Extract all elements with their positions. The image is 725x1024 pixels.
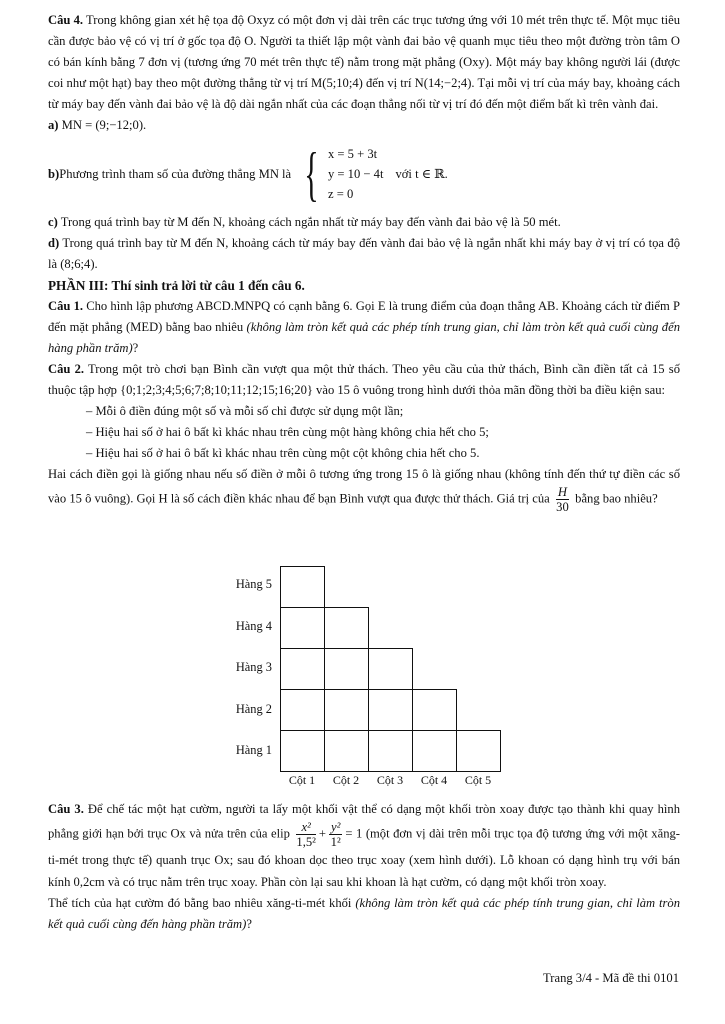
row-label-2: Hàng 2 — [235, 702, 272, 716]
grid-cell — [368, 730, 413, 772]
item-d-text: Trong quá trình bay từ M đến N, khoảng cách từ máy bay đến vành đai bảo vệ là ngắn nhất khi máy bay ở vị trí có tọa độ là (8;6;4). — [48, 236, 680, 271]
eq-y: y = 10 − 4t — [327, 167, 384, 181]
item-b-text: Phương trình tham số của đường thẳng MN là — [59, 166, 292, 181]
condition-3: – Hiệu hai số ở hai ô bất kì khác nhau trên cùng một cột không chia hết cho 5. — [86, 446, 480, 460]
page-footer: Trang 3/4 - Mã đề thi 0101 — [543, 971, 679, 985]
parametric-system — [328, 144, 384, 204]
row-label-1: Hàng 1 — [235, 743, 272, 757]
eq-x: x = 5 + 3t — [327, 147, 378, 161]
question-1 — [48, 296, 680, 359]
grid-cell — [324, 730, 369, 772]
ellipse-term-y — [329, 820, 342, 849]
fraction-denominator: 30 — [556, 500, 569, 514]
column-label-3: Cột 3 — [376, 773, 404, 787]
question-1-label: Câu 1. — [48, 299, 84, 313]
question-2-continued — [48, 464, 680, 514]
item-d-label: d) — [48, 236, 60, 250]
ellipse-rhs: = 1 — [345, 826, 363, 841]
row-label-4: Hàng 4 — [235, 619, 272, 633]
grid-cell — [280, 730, 325, 772]
question-4-item-b — [48, 138, 680, 210]
condition-1: – Mỗi ô điền đúng một số và mỗi số chỉ được sử dụng một lần; — [86, 404, 404, 418]
fraction-h-over-30 — [556, 485, 569, 514]
grid-cell — [368, 689, 413, 731]
column-label-1: Cột 1 — [288, 773, 316, 787]
question-1-text: Cho hình lập phương ABCD.MNPQ có cạnh bằng 6. Gọi E là trung điểm của đoạn thẳng AB. Khoảng cách từ điểm P đến mặt phẳng (MED) bằng bao nhiêu — [48, 299, 680, 334]
item-c-label: c) — [48, 215, 58, 229]
eq-z: z = 0 — [327, 187, 354, 201]
grid-cell — [280, 648, 325, 690]
grid-cell — [412, 730, 457, 772]
question-3-note: (không làm tròn kết quả các phép tính trung gian, chỉ làm tròn kết quả cuối cùng đến hàng phần trăm) — [48, 896, 680, 931]
question-3: Câu 3. Để chế tác một hạt cườm, người ta lấy một khối vật thể có dạng một khối tròn xoay được tạo thành khi quay hình phẳng giới hạn bởi trục Ox và nửa trên của elip $\frac{\text{x²}}{\text{1,5²}}$ + $\frac{\text{y²}}{\text{1²}}$ = 1 (một đơn vị dài trên mỗi trục tọa độ tương ứng với một xăng-ti-mét trong thực tế) quanh trục Ox; sau đó khoan dọc theo trục xoay (xem hình dưới). Lỗ khoan có dạng hình trụ với bán kính 0,2cm và có trục nằm trên trục xoay. Phần còn lại sau khi khoan là hạt cườm, có dạng một khối tròn xoay. — [48, 802, 680, 889]
row-label-3: Hàng 3 — [235, 660, 272, 674]
question-2-text: Trong một trò chơi bạn Bình cần vượt qua một thử thách. Theo yêu cầu của thử thách, Bình cần điền tất cả 15 số thuộc tập hợp {0;1;2;3;4;5;6;7;8;10;11;12;15;16;20} vào 15 ô vuông trong hình dưới thỏa mãn đồng thời ba điều kiện sau: — [48, 362, 680, 397]
grid-cell — [368, 648, 413, 690]
question-2-text-2: Hai cách điền gọi là giống nhau nếu số điền ở mỗi ô tương ứng trong 15 ô là giống nhau (không tính đến thứ tự điền các số vào 15 ô vuông). Gọi H là số cách điền khác nhau để bạn Bình vượt qua được thử thách. Giá trị của — [48, 467, 680, 506]
question-3-continued — [48, 893, 680, 935]
ellipse-y-denominator: 1² — [330, 835, 341, 849]
ellipse-x-numerator: x² — [296, 820, 316, 835]
ellipse-term-x — [296, 820, 316, 849]
grid-cell — [280, 566, 325, 608]
question-3-block — [48, 798, 680, 935]
item-b-label: b) — [48, 166, 60, 181]
question-4-label: Câu 4. — [48, 13, 84, 27]
question-4-item-c — [48, 212, 680, 233]
grid-cell — [412, 689, 457, 731]
item-a-label: a) — [48, 118, 59, 132]
grid-cell — [324, 689, 369, 731]
grid-cell — [280, 607, 325, 649]
question-3-text-2: (một đơn vị dài trên mỗi trục tọa độ tương ứng với một xăng-ti-mét trong thực tế) quanh trục Ox; sau đó khoan dọc theo trục xoay (xem hình dưới). Lỗ khoan có dạng hình trụ với bán kính 0,2cm và có trục nằm trên trục xoay. Phần còn lại sau khi khoan là hạt cườm, có dạng một khối tròn xoay. — [48, 826, 680, 889]
question-1-end: ? — [132, 341, 139, 355]
brace-symbol: { — [304, 141, 319, 207]
question-4-item-a — [48, 115, 680, 136]
part-3-heading: PHẦN III: Thí sinh trả lời từ câu 1 đến câu 6. — [48, 278, 305, 293]
ellipse-x-denominator: 1,5² — [296, 835, 316, 849]
question-3-text-1: Để chế tác một hạt cườm, người ta lấy một khối vật thể có dạng một khối tròn xoay được tạo thành khi quay hình phẳng giới hạn bởi trục Ox và nửa trên của elip — [48, 802, 680, 841]
question-3-text-3: Thể tích của hạt cườm đó bằng bao nhiêu xăng-ti-mét khối — [48, 896, 356, 910]
grid-cell — [324, 607, 369, 649]
column-label-2: Cột 2 — [332, 773, 360, 787]
question-2 — [48, 359, 680, 401]
item-c-text: Trong quá trình bay từ M đến N, khoảng cách ngắn nhất từ máy bay đến vành đai bảo vệ là 50 mét. — [57, 215, 561, 229]
row-label-5: Hàng 5 — [235, 577, 272, 591]
column-label-4: Cột 4 — [420, 773, 448, 787]
exam-page — [48, 10, 680, 514]
grid-cell — [324, 648, 369, 690]
ellipse-y-numerator: y² — [331, 820, 341, 834]
question-4 — [48, 10, 680, 115]
question-4-text: Trong không gian xét hệ tọa độ Oxyz có một đơn vị dài trên các trục tương ứng với 10 mét trên thực tế. Một mục tiêu cần được bảo vệ có vị trí ở gốc tọa độ O. Người ta thiết lập một vành đai bảo vệ quanh mục tiêu theo một đường tròn tâm O có bán kính bằng 7 đơn vị (tương ứng 70 mét trên thực tế) nằm trong mặt phẳng (Oxy). Một máy bay không người lái (được coi như một hạt) bay theo một đường thẳng từ vị trí M(5;10;4) đến vị trí N(14;−2;4). Tại mỗi vị trí của máy bay, khoảng cách từ máy bay đến vành đai bảo vệ là độ dài ngắn nhất của các đoạn thẳng nối từ vị trí đó đến một điểm bất kì trên vành đai. — [48, 13, 680, 111]
column-label-5: Cột 5 — [464, 773, 492, 787]
condition-2: – Hiệu hai số ở hai ô bất kì khác nhau trên cùng một hàng không chia hết cho 5; — [86, 425, 489, 439]
item-a-text: MN = (9;−12;0). — [58, 118, 147, 132]
item-b-tail: với t ∈ ℝ. — [395, 166, 448, 181]
question-4-item-d — [48, 233, 680, 275]
question-3-end: ? — [246, 917, 252, 931]
grid-cell — [280, 689, 325, 731]
question-1-note: (không làm tròn kết quả các phép tính trung gian, chỉ làm tròn kết quả cuối cùng đến hàng phần trăm) — [48, 320, 680, 355]
fraction-numerator: H — [557, 485, 567, 499]
question-2-text-3: bằng bao nhiêu? — [575, 491, 658, 506]
question-2-label: Câu 2. — [48, 362, 85, 376]
grid-cell — [456, 730, 501, 772]
question-3-label: Câu 3. — [48, 802, 84, 816]
